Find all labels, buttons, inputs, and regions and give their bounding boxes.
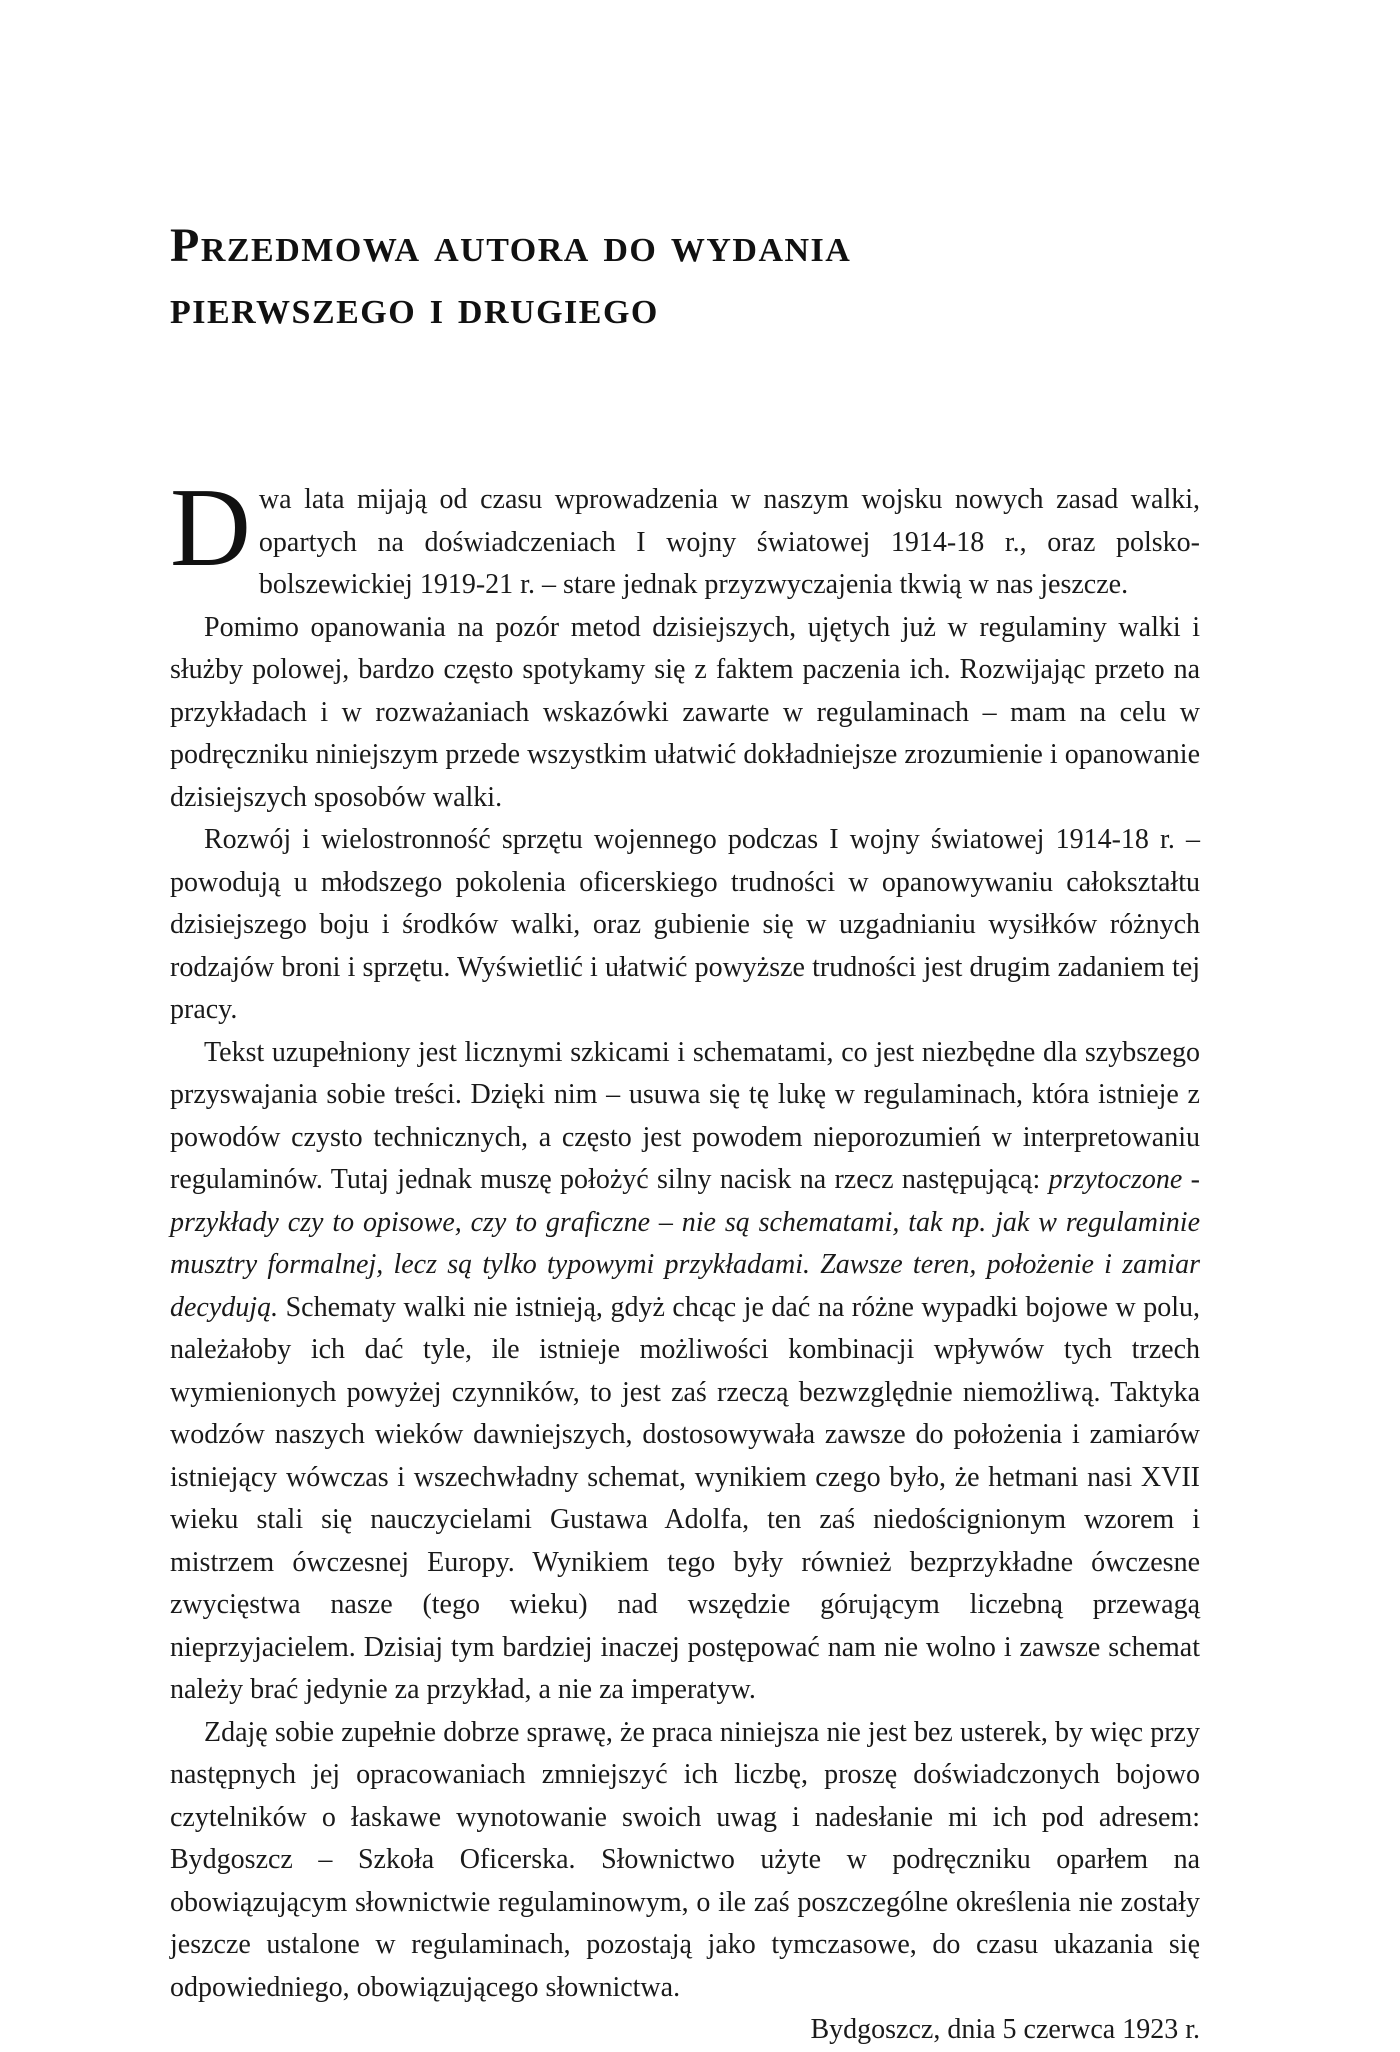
title-line-2: pierwszego i drugiego — [170, 281, 659, 334]
paragraph-5: Zdaję sobie zupełnie dobrze sprawę, że praca niniejsza nie jest bez usterek, by więc przy następnych jej opracowaniach zmniejszyć ich liczbę, proszę doświadczonych bojowo czytelników o łaskawe wynotowanie swoich uwag i nadesłanie mi ich pod adresem: Bydgoszcz – Szkoła Oficerska. Słownictwo użyte w podręczniku oparłem na obowiązującym słownictwie regulaminowym, o ile zaś poszczególne określenia nie zostały jeszcze ustalone w regulaminach, pozostają jako tymczasowe, do czasu ukazania się odpowiedniego, obowiązującego słownictwa. — [170, 1716, 1200, 2003]
paragraph-4 — [170, 1032, 1200, 1712]
paragraph-1 — [170, 466, 1200, 607]
drop-cap: D — [170, 466, 251, 590]
paragraph-4-text-b: Schematy walki nie istnieją, gdyż chcąc je dać na różne wypadki bojowe w polu, należałoby ich dać tyle, ile istnieje możliwości kombinacji wpływów tych trzech wymienionych powyżej czynników, to jest zaś rzeczą bezwzględnie niemożliwą. Taktyka wodzów naszych wieków dawniejszych, dostosowywała zawsze do położenia i zamiarów istniejący wówczas i wszechwładny schemat, wynikiem czego było, że hetmani nasi XVII wieku stali się nauczycielami Gustawa Adolfa, ten zaś niedoścignionym wzorem i mistrzem ówczesnej Europy. Wynikiem tego były również bezprzykładne ówczesne zwycięstwa nasze (tego wieku) nad wszędzie górującym liczebną przewagą nieprzyjacielem. Dzisiaj tym bardziej inaczej postępować nam nie wolno i zawsze schemat należy brać jedynie za przykład, a nie za imperatyw. — [170, 1291, 1200, 1705]
paragraph-2: Pomimo opanowania na pozór metod dzisiejszych, ujętych już w regulaminy walki i służby polowej, bardzo często spotykamy się z faktem paczenia ich. Rozwijając przeto na przykładach i w rozważaniach wskazówki zawarte w regulaminach – mam na celu w podręczniku niniejszym przede wszystkim ułatwić dokładniejsze zrozumienie i opanowanie dzisiejszych sposobów walki. — [170, 611, 1200, 813]
signoff-place-date: Bydgoszcz, dnia 5 czerwca 1923 r. — [810, 2014, 1200, 2045]
paragraph-3: Rozwój i wielostronność sprzętu wojennego podczas I wojny światowej 1914-18 r. – powodują u młodszego pokolenia oficerskiego trudności w opanowywaniu całokształtu dzisiejszego boju i środków walki, oraz gubienie się w uzgadnianiu wysiłków różnych rodzajów broni i sprzętu. Wyświetlić i ułatwić powyższe trudności jest drugim zadaniem tej pracy. — [170, 824, 1200, 1025]
paragraph-4-italic: przytoczone -przykłady czy to opisowe, czy to graficzne – nie są schematami, tak np. jak w regulaminie musztry formalnej, lecz są tylko typowymi przykładami. Zawsze teren, położenie i zamiar decydują. — [170, 1164, 1200, 1323]
page-title — [170, 215, 1200, 339]
document-page — [170, 215, 1200, 2052]
paragraph-1-text: wa lata mijają od czasu wprowadzenia w naszym wojsku nowych zasad walki, opartych na doświadczeniach I wojny światowej 1914-18 r., oraz polsko-bolszewickiej 1919-21 r. – stare jednak przyzwyczajenia tkwią w nas jeszcze. — [258, 484, 1200, 600]
body-text — [170, 466, 1200, 2052]
title-line-1: Przedmowa autora do wydania — [170, 219, 852, 272]
paragraph-4-text-a: Tekst uzupełniony jest licznymi szkicami i schematami, co jest niezbędne dla szybszego przyswajania sobie treści. Dzięki nim – usuwa się tę lukę w regulaminach, która istnieje z powodów czysto technicznych, a często jest powodem nieporozumień w interpretowaniu regulaminów. Tutaj jednak muszę położyć silny nacisk na rzecz następującą: — [170, 1036, 1200, 1195]
